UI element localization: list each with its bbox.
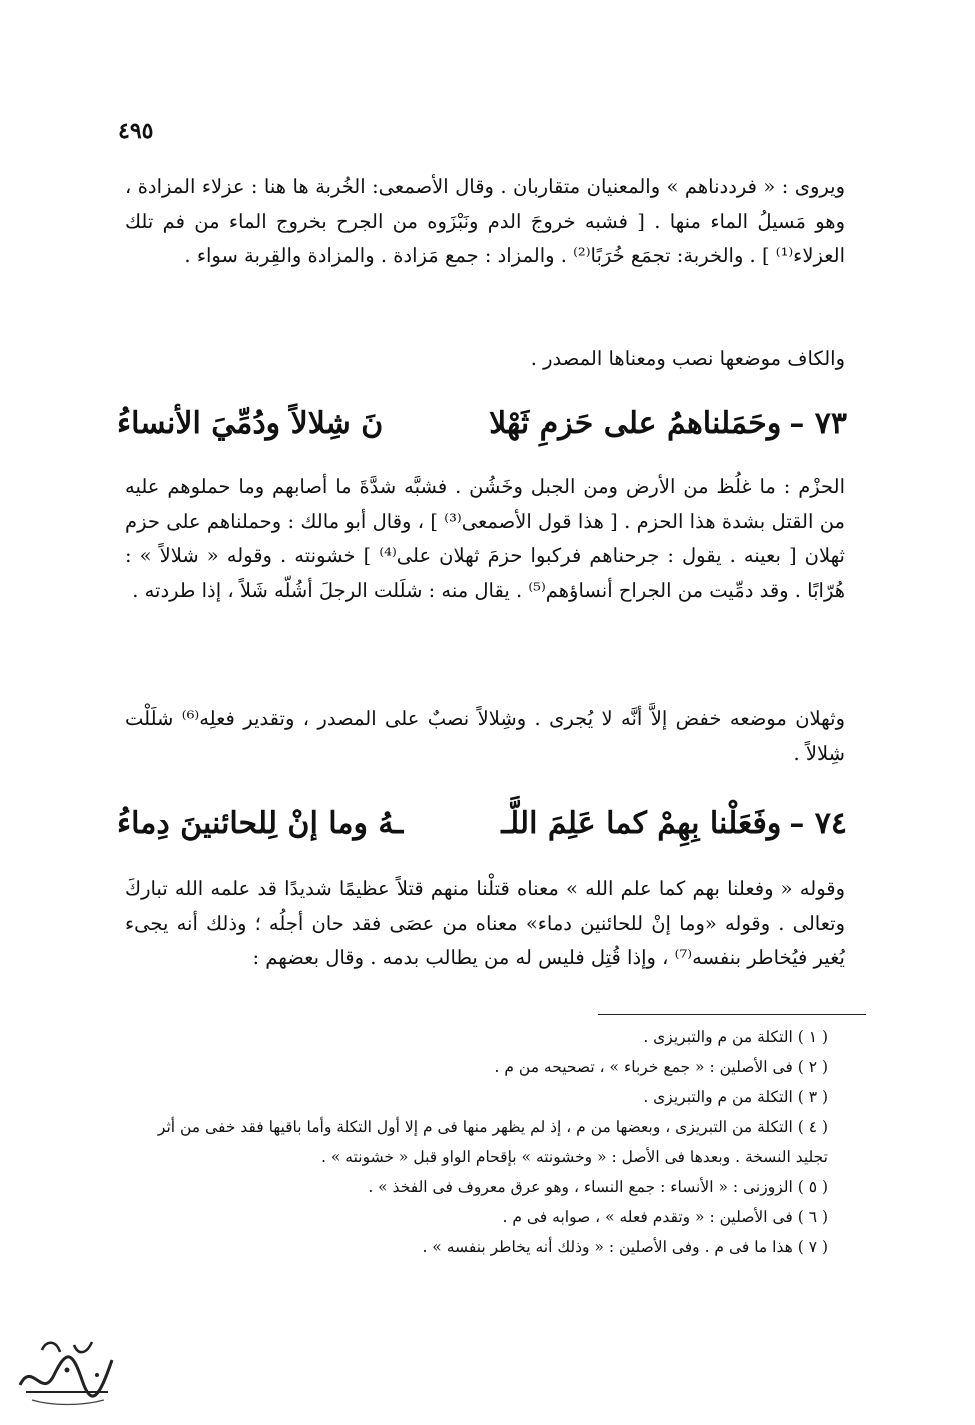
verse-second-hemistich: ـهُ وما إنْ لِلحائنينَ دِماءُ	[117, 806, 404, 841]
verse-number: ٧٤ –	[789, 806, 847, 841]
footnote: ( ٧ ) هذا ما فى م . وفى الأصلين : « وذلك أنه يخاطر بنفسه » .	[422, 1238, 828, 1256]
footnote: ( ٥ ) الزوزنى : « الأنساء : جمع النساء ، وهو عرق معروف فى الفخذ » .	[368, 1178, 828, 1196]
footnote: ( ٣ ) التكلة من م والتبريزى .	[643, 1088, 828, 1106]
footnote: ( ١ ) التكلة من م والتبريزى .	[643, 1028, 828, 1046]
commentary-paragraph: الحزْم : ما غلُظ من الأرض ومن الجبل وخَشُن . فشبَّه شدَّةَ ما أصابهم وما حملوهم عليه من القتل بشدة هذا الحزم . [ هذا قول الأصمعى⁽³⁾ ] ، وقال أبو مالك : وحملناهم على حزم ثهلان [ بعينه . يقول : جرحناهم فركبوا حزمَ ثهلان على⁽⁴⁾ ] خشونته . وقوله « شلالاً » : هُرّابًا . وقد دمِّيت من الجراح أنساؤهم⁽⁵⁾ . يقال منه : شلَلت الرجلَ أشُلّه شَلاً ، إذا طردته .	[125, 475, 845, 602]
verse-second-hemistich: نَ شِلالاً ودُمِّيَ الأنساءُ	[117, 406, 384, 441]
commentary-paragraph: وثهلان موضعه خفض إلاَّ أنَّه لا يُجرى . وشِلالاً نصبٌ على المصدر ، وتقدير فعلِه⁽⁶⁾ شلَلْت شِلالاً .	[125, 707, 845, 765]
footnote: ( ٦ ) فى الأصلين : « وتقدم فعله » ، صوابه فى م .	[502, 1208, 828, 1226]
commentary-paragraph: وقوله « وفعلنا بهم كما علم الله » معناه قتلْنا منهم قتلاً عظيمًا شديدًا قد علمه الله تباركَ وتعالى . وقوله «وما إنْ للحائنين دماء» معناه من عصَى فقد حان أجلُه ؛ وذلك أنه يجىء يُغير فيُخاطر بنفسه⁽⁷⁾ ، وإذا قُتِل فليس له من يطالب بدمه . وقال بعضهم :	[125, 877, 845, 969]
footnotes-list	[130, 1022, 850, 1262]
library-seal-icon	[12, 1330, 122, 1410]
verse-number: ٧٣ –	[789, 406, 847, 441]
verse-first-hemistich: ٧٣ –وحَمَلناهمُ على حَزمِ ثَهْلا	[489, 406, 847, 441]
commentary-paragraph: والكاف موضعها نصب ومعناها المصدر .	[530, 347, 845, 370]
page-number: ٤٩٥	[118, 118, 154, 144]
seal-calligraphy	[12, 1330, 122, 1410]
footnote: ( ٤ ) التكلة من التبريزى ، وبعضها من م ، إذ لم يظهر منها فى م إلا أول التكلة وأما باقيها فقد خفى من أثر تجليد النسخة . وبعدها فى الأصل : « وخشونته » بإقحام الواو قبل « خشونته » .	[157, 1118, 828, 1166]
commentary-paragraph: ويروى : « فرددناهم » والمعنيان متقاربان . وقال الأصمعى: الخُربة ها هنا : عزلاء المزادة ، وهو مَسيلُ الماء منها . [ فشبه خروجَ الدم ونَبْزَوه من الجرح بخروج الماء من فم تلك العزلاء⁽¹⁾ ] . والخربة: تجمَع خُرَبًا⁽²⁾ . والمزاد : جمع مَزادة . والمزادة والقِربة سواء .	[125, 175, 845, 267]
footnote: ( ٢ ) فى الأصلين : « جمع خرباء » ، تصحيحه من م .	[494, 1058, 828, 1076]
footnote-divider	[598, 1014, 866, 1015]
verse-first-hemistich: ٧٤ –وفَعَلْنا بِهِمْ كما عَلِمَ اللَّـ	[501, 806, 847, 841]
